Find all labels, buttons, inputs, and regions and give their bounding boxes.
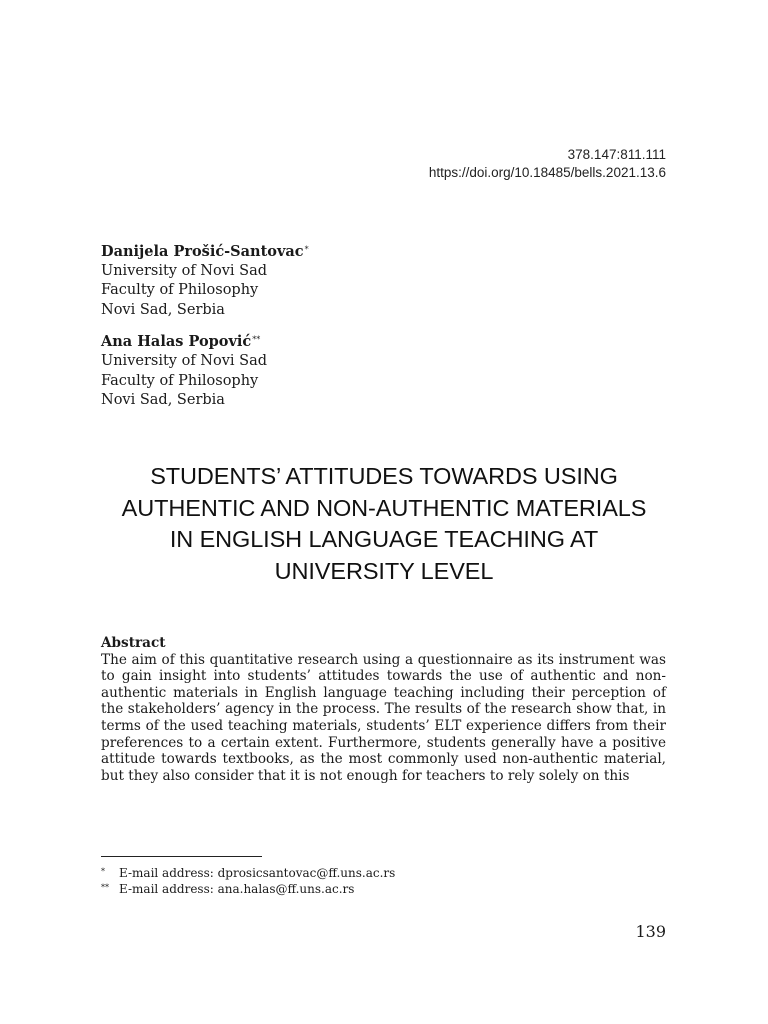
author-block xyxy=(101,332,661,410)
abstract-heading: Abstract xyxy=(101,635,166,651)
footnote xyxy=(101,866,661,882)
author-faculty: Faculty of Philosophy xyxy=(101,372,259,389)
title-line: IN ENGLISH LANGUAGE TEACHING AT xyxy=(169,526,599,552)
footnote-text[interactable]: E-mail address: dprosicsantovac@ff.uns.ac.rs xyxy=(119,866,396,880)
footnote-text[interactable]: E-mail address: ana.halas@ff.uns.ac.rs xyxy=(119,881,355,896)
article-identifiers xyxy=(429,146,666,182)
footnote xyxy=(101,882,661,898)
author-faculty: Faculty of Philosophy xyxy=(101,282,259,299)
author-name: Ana Halas Popović** xyxy=(101,333,261,351)
doi-link[interactable]: https://doi.org/10.18485/bells.2021.13.6 xyxy=(428,165,666,180)
udc-code: 378.147:811.111 xyxy=(567,147,666,162)
paper-title xyxy=(100,461,668,587)
author-location: Novi Sad, Serbia xyxy=(101,392,225,409)
abstract-body: The aim of this quantitative research using a questionnaire as its instrument was to gain insight into students’ attitudes towards the use of authentic and non-authentic materials in English language teaching including their perception of the stakeholders’ agency in the process. The results of the research show that, in terms of the used teaching materials, students’ ELT experience differs from their preferences to a certain extent. Furthermore, students generally have a positive attitude towards textbooks, as the most commonly used non-authentic material, but they also consider that it is not enough for teachers to rely solely on this xyxy=(101,651,666,784)
footnote-marker[interactable]: * xyxy=(304,245,309,254)
footnote-marker[interactable]: ** xyxy=(252,335,261,345)
footnote-mark: ** xyxy=(101,882,109,892)
page-number: 139 xyxy=(635,922,666,941)
author-list xyxy=(101,242,661,423)
title-line: AUTHENTIC AND NON-AUTHENTIC MATERIALS xyxy=(121,494,647,521)
author-block xyxy=(101,242,661,320)
title-line: STUDENTS’ ATTITUDES TOWARDS USING xyxy=(150,463,618,489)
author-location: Novi Sad, Serbia xyxy=(101,301,225,318)
title-line: UNIVERSITY LEVEL xyxy=(274,557,494,584)
abstract-section xyxy=(101,635,666,784)
author-university: University of Novi Sad xyxy=(101,352,268,369)
footnote-mark: * xyxy=(101,867,105,876)
footnote-divider xyxy=(101,856,262,857)
footnotes xyxy=(101,866,661,897)
author-name: Danijela Prošić-Santovac* xyxy=(101,243,309,260)
author-university: University of Novi Sad xyxy=(101,262,268,279)
